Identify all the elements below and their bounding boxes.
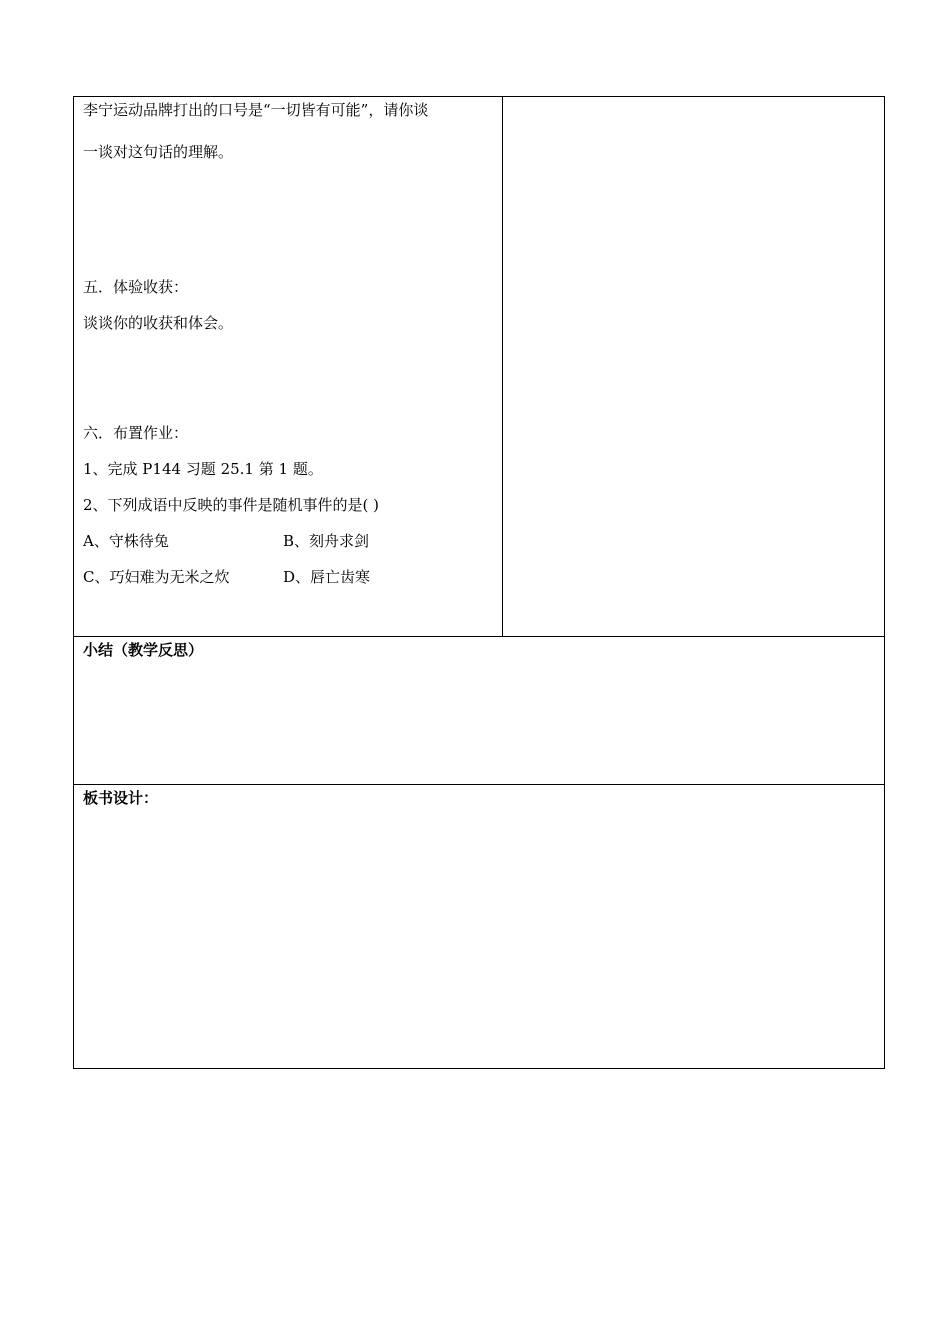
option-b: B、刻舟求剑 bbox=[283, 532, 370, 550]
section-5-title: 五．体验收获： bbox=[83, 278, 189, 296]
content-row bbox=[74, 97, 884, 637]
option-row-2 bbox=[83, 567, 371, 587]
notes-cell bbox=[503, 97, 884, 636]
board-design-heading: 板书设计： bbox=[83, 789, 159, 807]
section-6-title: 六．布置作业： bbox=[83, 424, 189, 442]
question-line-2: 一谈对这句话的理解。 bbox=[83, 143, 234, 161]
lesson-plan-table bbox=[73, 96, 885, 1069]
section-5-text: 谈谈你的收获和体会。 bbox=[83, 314, 234, 332]
board-design-row bbox=[74, 785, 884, 1068]
summary-heading: 小结（教学反思） bbox=[83, 641, 204, 659]
option-c: C、巧妇难为无米之炊 bbox=[83, 568, 230, 586]
option-row-1 bbox=[83, 531, 370, 551]
summary-row bbox=[74, 637, 884, 785]
option-d: D、唇亡齿寒 bbox=[283, 568, 371, 586]
option-a: A、守株待兔 bbox=[83, 532, 169, 550]
homework-item-1: 1、完成 P144 习题 25.1 第 1 题。 bbox=[83, 460, 323, 478]
activity-cell bbox=[74, 97, 503, 636]
question-line-1: 李宁运动品牌打出的口号是“一切皆有可能”，请你谈 bbox=[83, 101, 429, 119]
homework-item-2: 2、下列成语中反映的事件是随机事件的是( ) bbox=[83, 496, 380, 514]
